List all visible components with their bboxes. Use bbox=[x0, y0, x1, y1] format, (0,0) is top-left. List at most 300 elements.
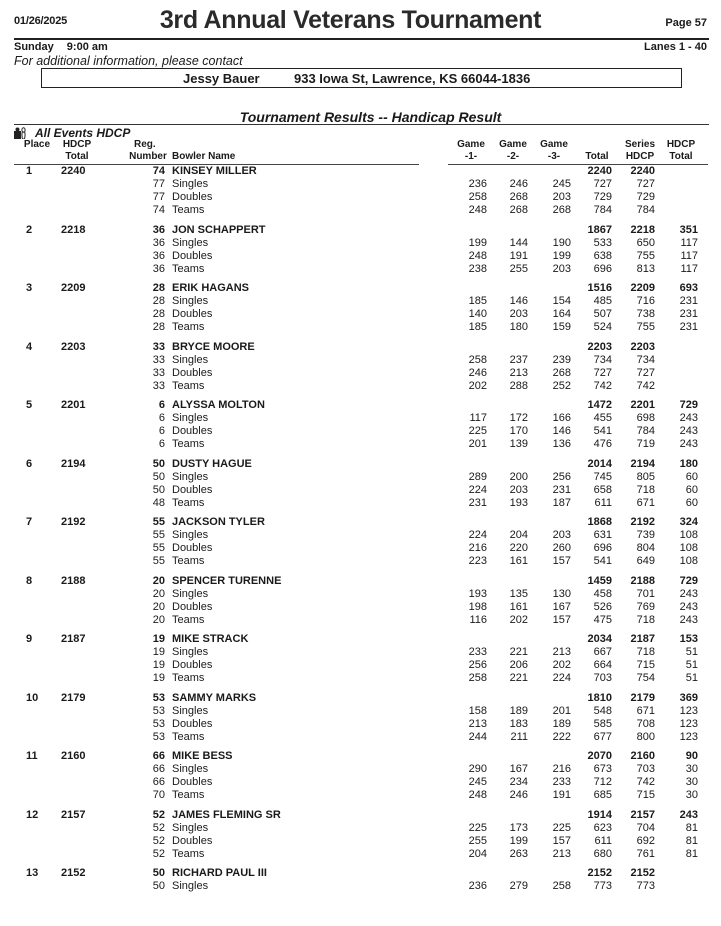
bowler-name-cell: SPENCER TURENNE bbox=[172, 574, 282, 587]
game3-cell: 154 bbox=[552, 295, 571, 307]
bowler-name-cell: ERIK HAGANS bbox=[172, 282, 250, 294]
reg-number-cell: 52 bbox=[152, 847, 165, 860]
game1-cell: 290 bbox=[468, 763, 487, 775]
place-cell: 11 bbox=[26, 750, 38, 762]
total-cell: 680 bbox=[593, 847, 612, 860]
game3-cell: 187 bbox=[552, 496, 571, 509]
game2-cell: 146 bbox=[509, 295, 528, 307]
hdcp-cell: 60 bbox=[685, 470, 698, 483]
reg-number-cell: 55 bbox=[152, 542, 165, 554]
series-hdcp-cell: 2240 bbox=[630, 165, 655, 177]
series-hdcp-cell: 2152 bbox=[630, 867, 655, 879]
game1-cell: 258 bbox=[468, 353, 487, 366]
bowler-summary-row bbox=[0, 516, 721, 529]
hdcp-total-cell: 2218 bbox=[61, 223, 86, 236]
series-hdcp-cell: 715 bbox=[636, 789, 655, 801]
bowler-name-cell: DUSTY HAGUE bbox=[172, 457, 252, 470]
game1-cell: 201 bbox=[468, 438, 487, 450]
total-cell: 1472 bbox=[587, 399, 612, 411]
reg-number-cell: 50 bbox=[152, 457, 165, 470]
reg-number-cell: 70 bbox=[152, 789, 165, 801]
game2-cell: 211 bbox=[510, 730, 528, 743]
col-header-game3: Game -3- bbox=[540, 139, 568, 162]
hdcp-cell: 90 bbox=[685, 750, 698, 762]
bowler-name-cell: JACKSON TYLER bbox=[172, 516, 265, 528]
reg-number-cell: 53 bbox=[152, 717, 165, 730]
reg-number-cell: 33 bbox=[152, 379, 165, 392]
game1-cell: 198 bbox=[468, 600, 487, 613]
game3-cell: 189 bbox=[552, 717, 571, 730]
series-hdcp-cell: 718 bbox=[636, 483, 655, 496]
col-header-reg-number: Reg. Number bbox=[129, 139, 167, 162]
hdcp-total-cell: 2152 bbox=[61, 867, 86, 879]
total-cell: 526 bbox=[593, 600, 612, 613]
event-row bbox=[0, 776, 721, 789]
hdcp-cell: 369 bbox=[679, 691, 698, 704]
event-row bbox=[0, 471, 721, 484]
event-name-cell: Doubles bbox=[172, 308, 213, 320]
hdcp-total-cell: 2179 bbox=[61, 691, 86, 704]
hdcp-cell: 351 bbox=[679, 223, 698, 236]
place-cell: 13 bbox=[26, 867, 39, 879]
game1-cell: 223 bbox=[468, 555, 487, 567]
series-hdcp-cell: 698 bbox=[636, 412, 655, 424]
place-cell: 7 bbox=[26, 516, 33, 528]
game1-cell: 289 bbox=[468, 470, 487, 483]
bowler-summary-row bbox=[0, 341, 721, 354]
total-cell: 673 bbox=[593, 763, 612, 775]
game1-cell: 233 bbox=[468, 646, 487, 658]
game3-cell: 224 bbox=[552, 672, 571, 684]
series-hdcp-cell: 755 bbox=[636, 321, 655, 333]
game1-cell: 224 bbox=[468, 483, 487, 496]
series-hdcp-cell: 727 bbox=[636, 178, 655, 190]
series-hdcp-cell: 754 bbox=[636, 672, 655, 684]
bowler-result bbox=[0, 809, 721, 868]
series-hdcp-cell: 719 bbox=[636, 438, 655, 450]
series-hdcp-cell: 784 bbox=[636, 425, 655, 437]
event-row bbox=[0, 601, 721, 614]
series-hdcp-cell: 718 bbox=[636, 613, 655, 626]
col-header-total: Total bbox=[585, 151, 609, 162]
reg-number-cell: 28 bbox=[152, 321, 165, 333]
event-name-cell: Doubles bbox=[172, 483, 213, 496]
total-cell: 631 bbox=[593, 529, 612, 541]
game2-cell: 221 bbox=[509, 646, 528, 658]
game3-cell: 157 bbox=[552, 555, 571, 567]
reg-number-cell: 66 bbox=[152, 776, 165, 788]
bowler-name-cell: SAMMY MARKS bbox=[172, 691, 257, 704]
lanes-info: Lanes 1 - 40 bbox=[644, 41, 707, 53]
reg-number-cell: 53 bbox=[152, 704, 165, 717]
hdcp-cell: 117 bbox=[680, 236, 698, 249]
col-header-place: Place bbox=[23, 139, 51, 150]
subtitle-rule bbox=[14, 124, 709, 125]
series-hdcp-cell: 716 bbox=[636, 295, 655, 307]
page-number: Page 57 bbox=[665, 17, 707, 29]
session-time: 9:00 am bbox=[66, 41, 108, 53]
hdcp-cell: 729 bbox=[679, 399, 698, 411]
place-cell: 4 bbox=[26, 340, 33, 353]
event-name-cell: Singles bbox=[172, 412, 209, 424]
game2-cell: 203 bbox=[509, 308, 528, 320]
game1-cell: 116 bbox=[469, 613, 487, 626]
series-hdcp-cell: 738 bbox=[636, 308, 655, 320]
game3-cell: 166 bbox=[552, 412, 571, 424]
game3-cell: 252 bbox=[552, 379, 571, 392]
total-cell: 2070 bbox=[587, 750, 612, 762]
total-cell: 667 bbox=[593, 646, 612, 658]
contact-name: Jessy Bauer bbox=[183, 71, 260, 86]
event-name-cell: Teams bbox=[172, 613, 205, 626]
series-hdcp-cell: 650 bbox=[636, 236, 655, 249]
total-cell: 475 bbox=[593, 613, 612, 626]
series-hdcp-cell: 2209 bbox=[630, 282, 655, 294]
reg-number-cell: 55 bbox=[152, 516, 165, 528]
event-row bbox=[0, 731, 721, 744]
hdcp-cell: 243 bbox=[679, 808, 698, 821]
bowler-result bbox=[0, 282, 721, 341]
total-cell: 734 bbox=[593, 353, 612, 366]
bowling-pins-icon bbox=[14, 127, 28, 139]
game1-cell: 248 bbox=[468, 249, 487, 262]
session-info bbox=[14, 41, 118, 53]
series-hdcp-cell: 734 bbox=[636, 353, 655, 366]
game2-cell: 173 bbox=[509, 821, 528, 834]
series-hdcp-cell: 671 bbox=[636, 496, 655, 509]
total-cell: 1914 bbox=[587, 808, 612, 821]
event-row bbox=[0, 822, 721, 835]
reg-number-cell: 19 bbox=[152, 659, 165, 671]
series-hdcp-cell: 755 bbox=[636, 249, 655, 262]
place-cell: 6 bbox=[26, 457, 33, 470]
game1-cell: 236 bbox=[468, 178, 487, 190]
game3-cell: 203 bbox=[552, 529, 571, 541]
reg-number-cell: 28 bbox=[152, 282, 165, 294]
event-name-cell: Teams bbox=[172, 379, 205, 392]
game2-cell: 246 bbox=[509, 178, 528, 190]
game1-cell: 248 bbox=[468, 204, 487, 216]
hdcp-cell: 51 bbox=[685, 646, 698, 658]
hdcp-cell: 51 bbox=[685, 659, 698, 671]
hdcp-cell: 81 bbox=[685, 847, 698, 860]
total-cell: 476 bbox=[593, 438, 612, 450]
report-date: 01/26/2025 bbox=[14, 15, 68, 27]
bowler-name-cell: JON SCHAPPERT bbox=[172, 223, 266, 236]
game2-cell: 255 bbox=[509, 262, 528, 275]
game1-cell: 216 bbox=[468, 542, 487, 554]
game3-cell: 225 bbox=[552, 821, 571, 834]
event-row bbox=[0, 308, 721, 321]
event-row bbox=[0, 191, 721, 204]
col-header-bowler-name: Bowler Name bbox=[172, 151, 236, 162]
game1-cell: 213 bbox=[468, 717, 487, 730]
reg-number-cell: 53 bbox=[152, 730, 165, 743]
hdcp-cell: 30 bbox=[685, 776, 698, 788]
hdcp-cell: 231 bbox=[679, 321, 698, 333]
game2-cell: 234 bbox=[509, 776, 528, 788]
total-cell: 773 bbox=[593, 880, 612, 892]
game3-cell: 233 bbox=[552, 776, 571, 788]
total-cell: 703 bbox=[593, 672, 612, 684]
hdcp-cell: 243 bbox=[679, 412, 698, 424]
series-hdcp-cell: 671 bbox=[636, 704, 655, 717]
event-name-cell: Teams bbox=[172, 672, 205, 684]
event-name-cell: Doubles bbox=[172, 425, 213, 437]
series-hdcp-cell: 708 bbox=[636, 717, 655, 730]
hdcp-cell: 243 bbox=[679, 600, 698, 613]
game3-cell: 201 bbox=[552, 704, 571, 717]
event-row bbox=[0, 718, 721, 731]
results-table bbox=[0, 165, 721, 926]
hdcp-total-cell: 2240 bbox=[61, 165, 86, 177]
game2-cell: 263 bbox=[509, 847, 528, 860]
reg-number-cell: 19 bbox=[152, 633, 165, 645]
session-day: Sunday bbox=[14, 41, 54, 53]
reg-number-cell: 33 bbox=[152, 353, 165, 366]
total-cell: 611 bbox=[594, 496, 612, 509]
game2-cell: 139 bbox=[509, 438, 528, 450]
total-cell: 729 bbox=[593, 191, 612, 203]
game1-cell: 245 bbox=[468, 776, 487, 788]
hdcp-cell: 30 bbox=[685, 789, 698, 801]
event-row bbox=[0, 880, 721, 893]
event-name-cell: Singles bbox=[172, 646, 209, 658]
game1-cell: 225 bbox=[468, 821, 487, 834]
hdcp-total-cell: 2192 bbox=[61, 516, 86, 528]
event-name-cell: Singles bbox=[172, 587, 209, 600]
event-row bbox=[0, 614, 721, 627]
event-row bbox=[0, 354, 721, 367]
game3-cell: 256 bbox=[552, 470, 571, 483]
event-row bbox=[0, 646, 721, 659]
event-row bbox=[0, 542, 721, 555]
event-name-cell: Singles bbox=[172, 529, 209, 541]
series-hdcp-cell: 773 bbox=[636, 880, 655, 892]
game2-cell: 204 bbox=[509, 529, 528, 541]
total-cell: 2152 bbox=[587, 867, 612, 879]
total-cell: 485 bbox=[593, 295, 612, 307]
game1-cell: 258 bbox=[468, 191, 487, 203]
hdcp-cell: 108 bbox=[679, 542, 698, 554]
game1-cell: 224 bbox=[468, 529, 487, 541]
series-hdcp-cell: 2218 bbox=[630, 223, 655, 236]
reg-number-cell: 50 bbox=[152, 483, 165, 496]
game3-cell: 146 bbox=[552, 425, 571, 437]
series-hdcp-cell: 703 bbox=[636, 763, 655, 775]
total-cell: 677 bbox=[593, 730, 612, 743]
reg-number-cell: 74 bbox=[152, 165, 165, 177]
bowler-result bbox=[0, 750, 721, 809]
contact-info-label: For additional information, please contact bbox=[14, 54, 243, 68]
bowler-result bbox=[0, 458, 721, 517]
col-header-hdcp-total-2: HDCP Total bbox=[666, 139, 696, 162]
hdcp-cell: 123 bbox=[679, 717, 698, 730]
event-row bbox=[0, 380, 721, 393]
total-cell: 1459 bbox=[587, 574, 612, 587]
total-cell: 2034 bbox=[587, 633, 612, 645]
event-name-cell: Singles bbox=[172, 295, 209, 307]
game1-cell: 204 bbox=[468, 847, 487, 860]
series-hdcp-cell: 701 bbox=[636, 587, 655, 600]
event-name-cell: Teams bbox=[172, 204, 205, 216]
event-row bbox=[0, 705, 721, 718]
game1-cell: 256 bbox=[468, 659, 487, 671]
event-name-cell: Doubles bbox=[172, 834, 213, 847]
event-name-cell: Doubles bbox=[172, 366, 213, 379]
game3-cell: 245 bbox=[552, 178, 571, 190]
game3-cell: 231 bbox=[552, 483, 571, 496]
event-name-cell: Doubles bbox=[172, 717, 213, 730]
game1-cell: 117 bbox=[469, 412, 487, 424]
total-cell: 524 bbox=[593, 321, 612, 333]
place-cell: 9 bbox=[26, 633, 33, 645]
series-hdcp-cell: 739 bbox=[636, 529, 655, 541]
game2-cell: 199 bbox=[509, 834, 528, 847]
reg-number-cell: 6 bbox=[158, 438, 165, 450]
event-name-cell: Teams bbox=[172, 730, 205, 743]
hdcp-total-cell: 2160 bbox=[61, 750, 86, 762]
total-cell: 696 bbox=[593, 542, 612, 554]
reg-number-cell: 53 bbox=[152, 691, 165, 704]
report-title: 3rd Annual Veterans Tournament bbox=[159, 6, 542, 34]
report-subtitle: Tournament Results -- Handicap Result bbox=[239, 109, 502, 125]
series-hdcp-cell: 742 bbox=[636, 379, 655, 392]
reg-number-cell: 36 bbox=[152, 223, 165, 236]
series-hdcp-cell: 2157 bbox=[630, 808, 655, 821]
game2-cell: 170 bbox=[509, 425, 528, 437]
event-name-cell: Teams bbox=[172, 496, 205, 509]
hdcp-cell: 30 bbox=[685, 763, 698, 775]
game2-cell: 183 bbox=[509, 717, 528, 730]
bowler-name-cell: ALYSSA MOLTON bbox=[172, 399, 265, 411]
total-cell: 455 bbox=[593, 412, 612, 424]
game2-cell: 206 bbox=[509, 659, 528, 671]
series-hdcp-cell: 715 bbox=[636, 659, 655, 671]
game2-cell: 180 bbox=[509, 321, 528, 333]
event-name-cell: Singles bbox=[172, 353, 209, 366]
event-row bbox=[0, 672, 721, 685]
game2-cell: 221 bbox=[509, 672, 528, 684]
reg-number-cell: 48 bbox=[152, 496, 165, 509]
hdcp-cell: 693 bbox=[679, 282, 698, 294]
total-cell: 548 bbox=[593, 704, 612, 717]
game1-cell: 185 bbox=[468, 295, 487, 307]
event-row bbox=[0, 178, 721, 191]
game3-cell: 258 bbox=[552, 880, 571, 892]
contact-address: 933 Iowa St, Lawrence, KS 66044-1836 bbox=[294, 71, 531, 86]
series-hdcp-cell: 742 bbox=[636, 776, 655, 788]
game1-cell: 225 bbox=[468, 425, 487, 437]
event-name-cell: Singles bbox=[172, 470, 209, 483]
place-cell: 8 bbox=[26, 574, 33, 587]
hdcp-cell: 108 bbox=[679, 555, 698, 567]
series-hdcp-cell: 2192 bbox=[630, 516, 655, 528]
reg-number-cell: 66 bbox=[152, 750, 165, 762]
hdcp-total-cell: 2187 bbox=[61, 633, 86, 645]
total-cell: 664 bbox=[593, 659, 612, 671]
series-hdcp-cell: 804 bbox=[636, 542, 655, 554]
game3-cell: 157 bbox=[552, 613, 571, 626]
total-cell: 458 bbox=[593, 587, 612, 600]
col-header-series-hdcp: Series HDCP bbox=[624, 139, 656, 162]
reg-number-cell: 36 bbox=[152, 249, 165, 262]
game3-cell: 191 bbox=[552, 789, 571, 801]
game1-cell: 158 bbox=[468, 704, 487, 717]
bowler-name-cell: MIKE STRACK bbox=[172, 633, 249, 645]
hdcp-cell: 231 bbox=[679, 308, 698, 320]
series-hdcp-cell: 800 bbox=[636, 730, 655, 743]
hdcp-cell: 180 bbox=[679, 457, 698, 470]
event-row bbox=[0, 659, 721, 672]
game2-cell: 193 bbox=[509, 496, 528, 509]
series-hdcp-cell: 813 bbox=[636, 262, 655, 275]
event-name-cell: Doubles bbox=[172, 659, 213, 671]
event-row bbox=[0, 497, 721, 510]
game2-cell: 237 bbox=[509, 353, 528, 366]
col-header-game2: Game -2- bbox=[499, 139, 527, 162]
series-hdcp-cell: 2179 bbox=[630, 691, 655, 704]
reg-number-cell: 20 bbox=[152, 600, 165, 613]
hdcp-cell: 243 bbox=[679, 425, 698, 437]
reg-number-cell: 20 bbox=[152, 587, 165, 600]
game3-cell: 159 bbox=[552, 321, 571, 333]
game3-cell: 268 bbox=[552, 204, 571, 216]
reg-number-cell: 20 bbox=[152, 574, 165, 587]
game2-cell: 200 bbox=[509, 470, 528, 483]
total-cell: 658 bbox=[593, 483, 612, 496]
title-rule bbox=[14, 38, 709, 40]
hdcp-cell: 729 bbox=[679, 574, 698, 587]
hdcp-total-cell: 2157 bbox=[61, 808, 86, 821]
place-cell: 3 bbox=[26, 282, 33, 294]
col-header-hdcp-total: HDCP Total bbox=[62, 139, 92, 162]
hdcp-total-cell: 2201 bbox=[61, 399, 86, 411]
total-cell: 638 bbox=[593, 249, 612, 262]
game1-cell: 238 bbox=[468, 262, 487, 275]
event-name-cell: Teams bbox=[172, 789, 205, 801]
total-cell: 541 bbox=[593, 555, 612, 567]
event-name-cell: Singles bbox=[172, 236, 209, 249]
event-name-cell: Doubles bbox=[172, 776, 213, 788]
game1-cell: 246 bbox=[468, 366, 487, 379]
series-hdcp-cell: 2187 bbox=[630, 633, 655, 645]
series-hdcp-cell: 2201 bbox=[630, 399, 655, 411]
game3-cell: 203 bbox=[552, 262, 571, 275]
event-name-cell: Teams bbox=[172, 438, 205, 450]
bowler-result bbox=[0, 341, 721, 400]
reg-number-cell: 50 bbox=[152, 470, 165, 483]
game3-cell: 203 bbox=[552, 191, 571, 203]
hdcp-cell: 117 bbox=[680, 249, 698, 262]
series-hdcp-cell: 2194 bbox=[630, 457, 655, 470]
bowler-name-cell: BRYCE MOORE bbox=[172, 340, 255, 353]
bowler-result bbox=[0, 165, 721, 224]
series-hdcp-cell: 692 bbox=[636, 834, 655, 847]
bowler-result bbox=[0, 399, 721, 458]
hdcp-cell: 243 bbox=[679, 438, 698, 450]
game3-cell: 222 bbox=[552, 730, 571, 743]
series-hdcp-cell: 769 bbox=[636, 600, 655, 613]
event-heading bbox=[14, 126, 130, 140]
reg-number-cell: 52 bbox=[152, 834, 165, 847]
series-hdcp-cell: 704 bbox=[636, 821, 655, 834]
hdcp-cell: 108 bbox=[679, 529, 698, 541]
total-cell: 745 bbox=[593, 470, 612, 483]
hdcp-cell: 153 bbox=[679, 633, 698, 645]
bowler-summary-row bbox=[0, 458, 721, 471]
game3-cell: 130 bbox=[552, 587, 571, 600]
